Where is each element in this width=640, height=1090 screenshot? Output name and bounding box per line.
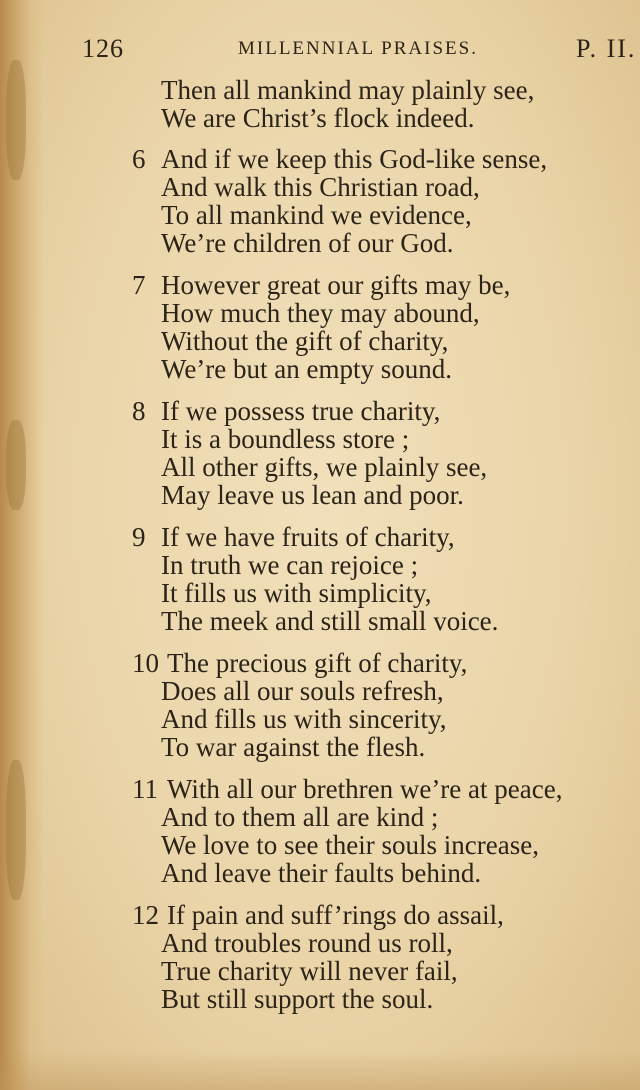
verse-line: If pain and suff’rings do assail, — [167, 900, 504, 930]
verse-line: And if we keep this God-like sense, — [161, 144, 548, 174]
verse-line: And to them all are kind ; — [161, 802, 439, 832]
page-number: 126 — [82, 34, 124, 63]
verse-line: How much they may abound, — [161, 298, 480, 328]
verse-7 — [0, 271, 640, 397]
verse-line: We’re but an empty sound. — [161, 354, 453, 384]
verse-line: And leave their faults behind. — [161, 858, 482, 888]
verse-6 — [0, 145, 640, 271]
verse-line: The precious gift of charity, — [167, 648, 468, 678]
verse-line: We’re children of our God. — [161, 228, 454, 258]
verse-line: To all mankind we evidence, — [161, 200, 472, 230]
verse-line: We are Christ’s flock indeed. — [161, 103, 475, 133]
verse-11 — [0, 775, 640, 901]
verse-10 — [0, 649, 640, 775]
page-header — [70, 34, 640, 64]
verse-line: To war against the flesh. — [161, 732, 426, 762]
verse-line: If we have fruits of charity, — [161, 522, 455, 552]
verse-line: But still support the soul. — [161, 984, 434, 1014]
verse-line: All other gifts, we plainly see, — [161, 452, 488, 482]
verse-line: Does all our souls refresh, — [161, 676, 444, 706]
verse-line: And fills us with sincerity, — [161, 704, 447, 734]
verse-line: It is a boundless store ; — [161, 424, 410, 454]
verse-12 — [0, 901, 640, 1027]
verse-line: And walk this Christian road, — [161, 172, 480, 202]
verse-number: 12 — [132, 900, 159, 930]
verse-line: The meek and still small voice. — [161, 606, 499, 636]
verse-number: 10 — [132, 648, 159, 678]
verse-line: In truth we can rejoice ; — [161, 550, 419, 580]
verse-9 — [0, 523, 640, 649]
verse-line: May leave us lean and poor. — [161, 480, 464, 510]
verse-number: 6 — [132, 144, 146, 174]
verse-line: Then all mankind may plainly see, — [161, 75, 535, 105]
verse-line: Without the gift of charity, — [161, 326, 449, 356]
verse-line: We love to see their souls increase, — [161, 830, 539, 860]
hymn-text — [0, 70, 640, 1027]
verse-line: With all our brethren we’re at peace, — [167, 774, 563, 804]
verse-line: And troubles round us roll, — [161, 928, 453, 958]
verse-line: True charity will never fail, — [161, 956, 458, 986]
verse-number: 8 — [132, 396, 146, 426]
running-title: MILLENNIAL PRAISES. — [238, 38, 478, 59]
verse-line: If we possess true charity, — [161, 396, 441, 426]
part-label: P. II. — [576, 34, 637, 63]
verse-number: 9 — [132, 522, 146, 552]
verse-line: It fills us with simplicity, — [161, 578, 432, 608]
verse-8 — [0, 397, 640, 523]
verse-number: 7 — [132, 270, 146, 300]
verse-number: 11 — [132, 774, 158, 804]
verse-line: However great our gifts may be, — [161, 270, 511, 300]
verse-continuation — [0, 70, 640, 145]
page-bottom-edge — [0, 1050, 640, 1090]
